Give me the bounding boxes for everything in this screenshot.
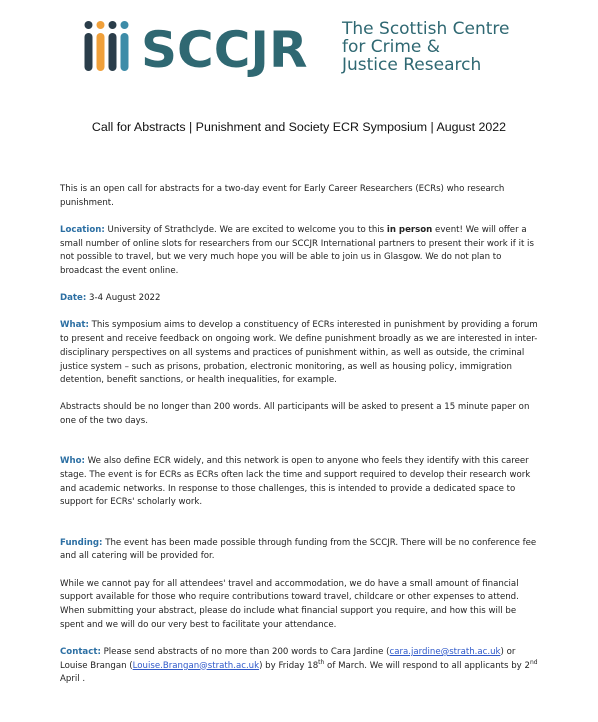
in-person-emphasis: in person [386,224,433,235]
logo-name-line: The Scottish Centre [342,19,510,39]
who-paragraph [60,455,540,510]
contact-text: ) or Louise Brangan ( [60,646,516,671]
logo-name-line: Justice Research [342,55,482,75]
funding-label: Funding: [60,537,103,548]
contact-label: Contact: [60,646,101,657]
abstracts-note: Abstracts should be no longer than 200 words. All participants will be asked to present a 15 minute paper on one of the two days. [60,402,530,427]
intro-paragraph: This is an open call for abstracts for a two-day event for Early Career Researchers (ECRs) who research punishment. [60,184,505,208]
logo-name-line: for Crime & [342,37,441,57]
contact-text: Please send abstracts of no more than 200 words to Cara Jardine ( [100,646,390,657]
date-text: 3-4 August 2022 [86,293,161,304]
support-paragraph: While we cannot pay for all attendees' travel and accommodation, we do have a small amount of financial support available for those who require contributions toward travel, childcare or other expenses to attend. When submitting your abstract, please do include what financial support you require, and how this will be spent and we will do our very best to facilitate your attendance. [60,578,519,630]
what-label: What: [60,320,89,331]
logo-bars-icon [84,19,132,75]
location-label: Location: [60,224,105,235]
contact-text: of March. We will respond to all applicants by 2 [324,660,530,671]
what-text: This symposium aims to develop a constituency of ECRs interested in punishment by providing a forum to present and receive feedback on ongoing work. We define punishment broadly as we are interested in inter-disciplinary perspectives on all systems and practices of punishment within, as well as outside, the criminal justice system – such as prisons, probation, electronic monitoring, as well as housing policy, immigration detention, benefit sanctions, or health inequalities, for example. [60,320,538,386]
who-text: We also define ECR widely, and this network is open to anyone who feels they identify with this career stage. The event is for ECRs as ECRs often lack the time and support required to develop their research work and academic networks. In response to those challenges, this is intended to provide a dedicated space to support for ECRs' scholarly work. [60,456,531,508]
date-label: Date: [60,293,87,304]
cara-email-link[interactable]: cara.jardine@strath.ac.uk [389,646,501,657]
logo-full-name [342,20,532,74]
location-text: event! We will offer a small number of online slots for researchers from our SCCJR International partners to present their work if it is not possible to travel, but we very much hope you will be able to join us in Glasgow. We do not plan to broadcast the event online. [60,224,534,277]
location-text: University of Strathclyde. We are excited to welcome you to this [104,224,387,235]
logo-acronym: SCCJR [141,21,308,79]
ordinal-suffix: th [318,658,325,666]
contact-paragraph [60,646,540,687]
funding-paragraph [60,537,540,564]
who-label: Who: [60,456,85,467]
location-paragraph [60,224,540,279]
ordinal-suffix: nd [529,658,538,666]
what-paragraph [60,319,540,388]
contact-text: ) by Friday 18 [259,660,319,671]
contact-text: April . [60,674,86,685]
document-body [60,183,540,700]
date-paragraph [60,292,540,306]
louise-email-link[interactable]: Louise.Brangan@strath.ac.uk [132,660,260,671]
funding-text: The event has been made possible through funding from the SCCJR. There will be no conference fee and all catering will be provided for. [60,537,537,562]
document-title: Call for Abstracts | Punishment and Society ECR Symposium | August 2022 [91,120,507,134]
